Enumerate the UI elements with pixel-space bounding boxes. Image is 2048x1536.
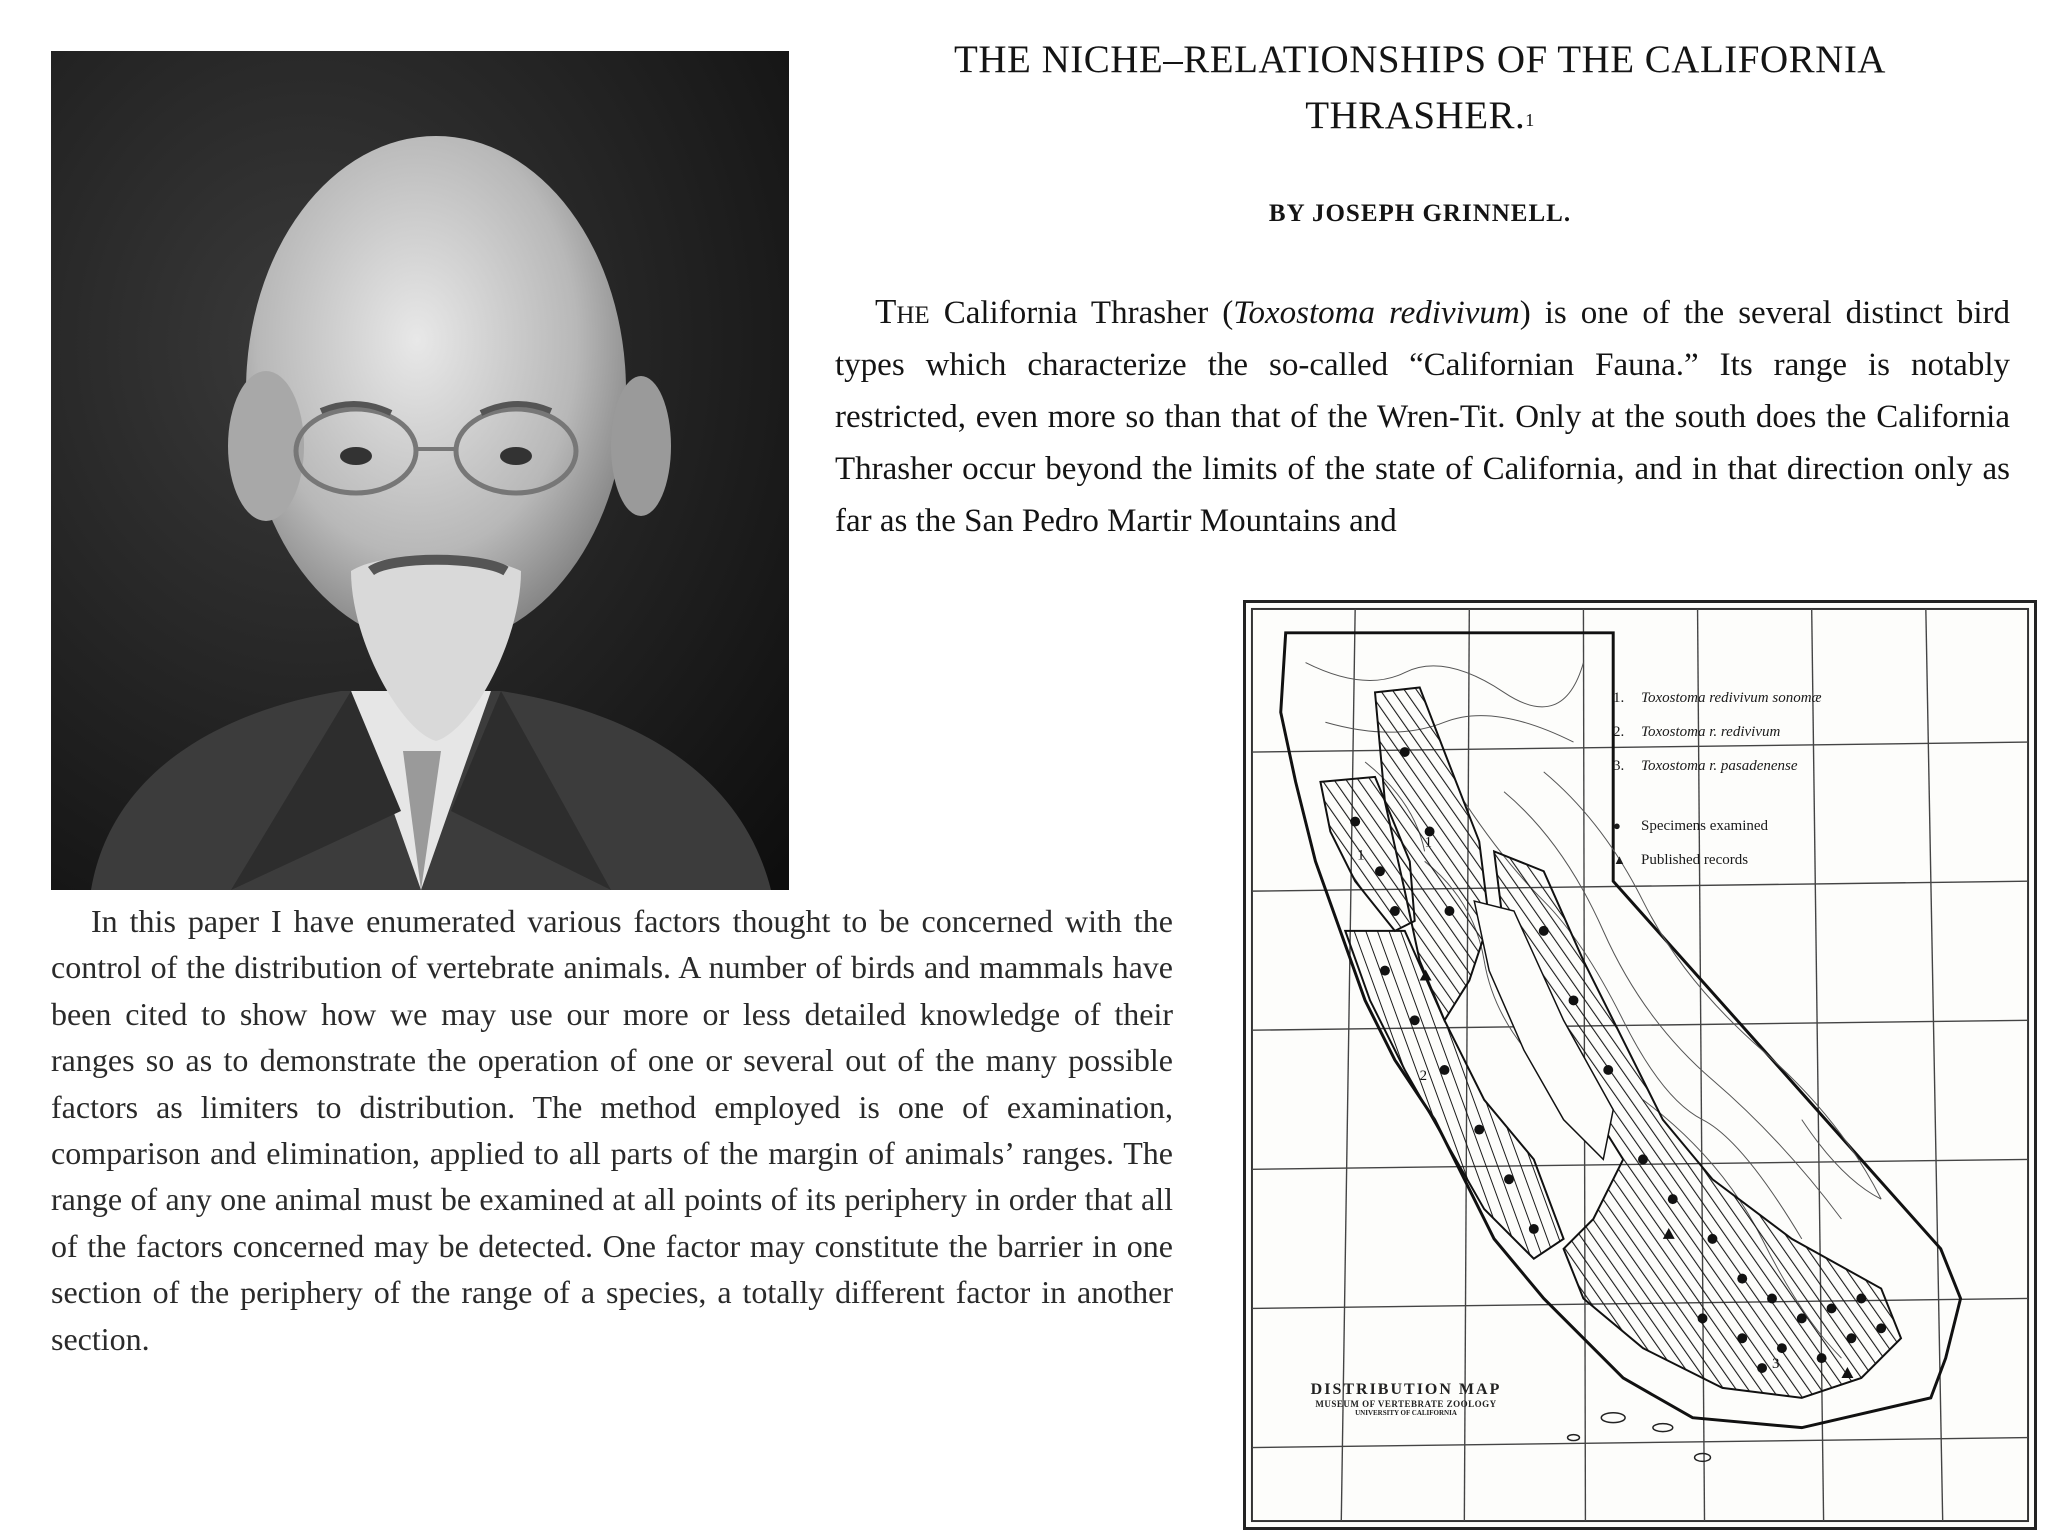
range-3-area xyxy=(1494,851,1901,1397)
map-legend xyxy=(1613,681,2013,877)
legend-symbol-item xyxy=(1613,843,2013,877)
map-caption-university: UNIVERSITY OF CALIFORNIA xyxy=(1355,1409,1457,1417)
legend-species: Toxostoma r. pasadenense xyxy=(1641,758,1798,774)
legend-symbol-label: Published records xyxy=(1641,852,1749,868)
distribution-map xyxy=(1243,600,2037,1530)
summary-paragraph xyxy=(51,898,1173,1362)
legend-number: 1. xyxy=(1613,690,1625,706)
region-label-2: 2 xyxy=(1419,1067,1428,1084)
region-label-1b: 1 xyxy=(1357,847,1365,864)
article-title-line-2: THRASHER. xyxy=(1305,94,1526,137)
legend-item xyxy=(1613,681,2013,715)
triangle-icon: ▲ xyxy=(1613,852,1626,867)
legend-species: Toxostoma redivivum sonomæ xyxy=(1641,690,1822,706)
author-portrait-photo xyxy=(51,51,789,890)
intro-paragraph xyxy=(835,286,2010,547)
dot-icon: ● xyxy=(1613,818,1621,833)
map-caption-title: DISTRIBUTION MAP xyxy=(1310,1381,1502,1398)
map-caption xyxy=(1286,1381,1526,1417)
summary-text: In this paper I have enumerated various factors thought to be concerned with the control of the distribution of vertebrate animals. A number of birds and mammals have been cited to show how we may use our more or less detailed knowledge of their ranges so as to demonstrate the operation of one or several out of the many possible factors as limiters to distribution. The method employed is one of examination, comparison and elimination, applied to all parts of the margin of animals’ ranges. The range of any one animal must be examined at all points of its periphery in order that all of the factors concerned may be detected. One factor may constitute the barrier in one section of the periphery of the range of a species, a totally different factor in another section. xyxy=(51,903,1173,1357)
legend-item xyxy=(1613,715,2013,749)
species-name: Toxostoma redivivum xyxy=(1233,295,1520,331)
article-title-line-1: THE NICHE–RELATIONSHIPS OF THE CALIFORNIA xyxy=(954,38,1886,81)
legend-symbol-item xyxy=(1613,809,2013,843)
author-byline: BY JOSEPH GRINNELL. xyxy=(1268,200,1572,227)
intro-text-after-species: ) is one of the several distinct bird types which characterize the so-called “Californian Fauna.” Its range is notably restricted, even more so than that of the Wren-Tit. Only at the south does the California Thrasher occur beyond the limits of the state of California, and in that direction only as far as the San Pedro Martir Mountains and xyxy=(835,295,2010,539)
intro-lead-word: The xyxy=(875,292,930,331)
region-label-1a: 1 xyxy=(1424,834,1433,851)
legend-species: Toxostoma r. redivivum xyxy=(1641,724,1781,740)
legend-number: 3. xyxy=(1613,758,1625,774)
intro-text-before-species: California Thrasher ( xyxy=(929,295,1234,331)
channel-islands xyxy=(1568,1413,1711,1462)
region-label-3: 3 xyxy=(1771,1356,1780,1373)
legend-symbol-label: Specimens examined xyxy=(1641,818,1769,834)
legend-item xyxy=(1613,749,2013,783)
map-caption-museum: MUSEUM OF VERTEBRATE ZOOLOGY xyxy=(1315,1399,1497,1409)
footnote-marker: 1 xyxy=(1525,110,1535,130)
legend-number: 2. xyxy=(1613,724,1625,740)
article-title xyxy=(835,32,2005,144)
